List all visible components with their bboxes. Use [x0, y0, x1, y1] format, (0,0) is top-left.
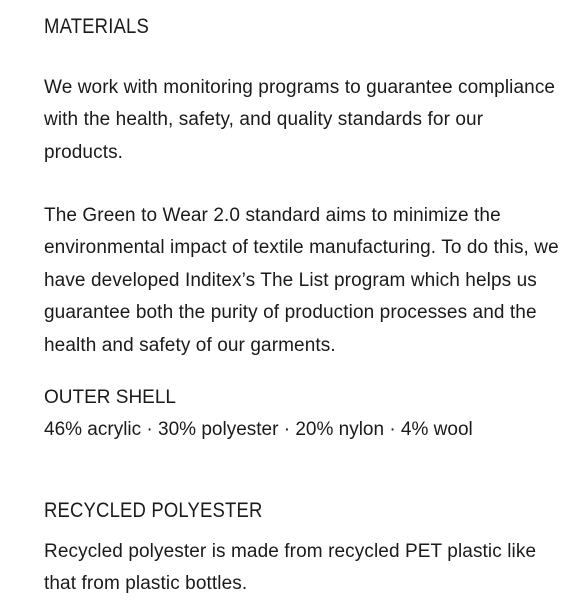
- green-to-wear-paragraph: The Green to Wear 2.0 standard aims to minimize the environmental impact of textile manufacturing. To do this, we have developed Inditex’s The List program which helps us guarantee both the purity of production processes and the health and safety of our garments.: [44, 205, 559, 356]
- outer-shell-composition: 46% acrylic · 30% polyester · 20% nylon · 4% wool: [44, 419, 473, 440]
- recycled-polyester-heading: RECYCLED POLYESTER: [44, 499, 263, 522]
- monitoring-programs-paragraph: We work with monitoring programs to guarantee compliance with the health, safety, and quality standards for our products.: [44, 77, 556, 163]
- materials-heading: MATERIALS: [44, 15, 149, 38]
- outer-shell-label: OUTER SHELL: [44, 387, 176, 408]
- recycled-polyester-paragraph: Recycled polyester is made from recycled PET plastic like that from plastic bottles.: [44, 541, 537, 595]
